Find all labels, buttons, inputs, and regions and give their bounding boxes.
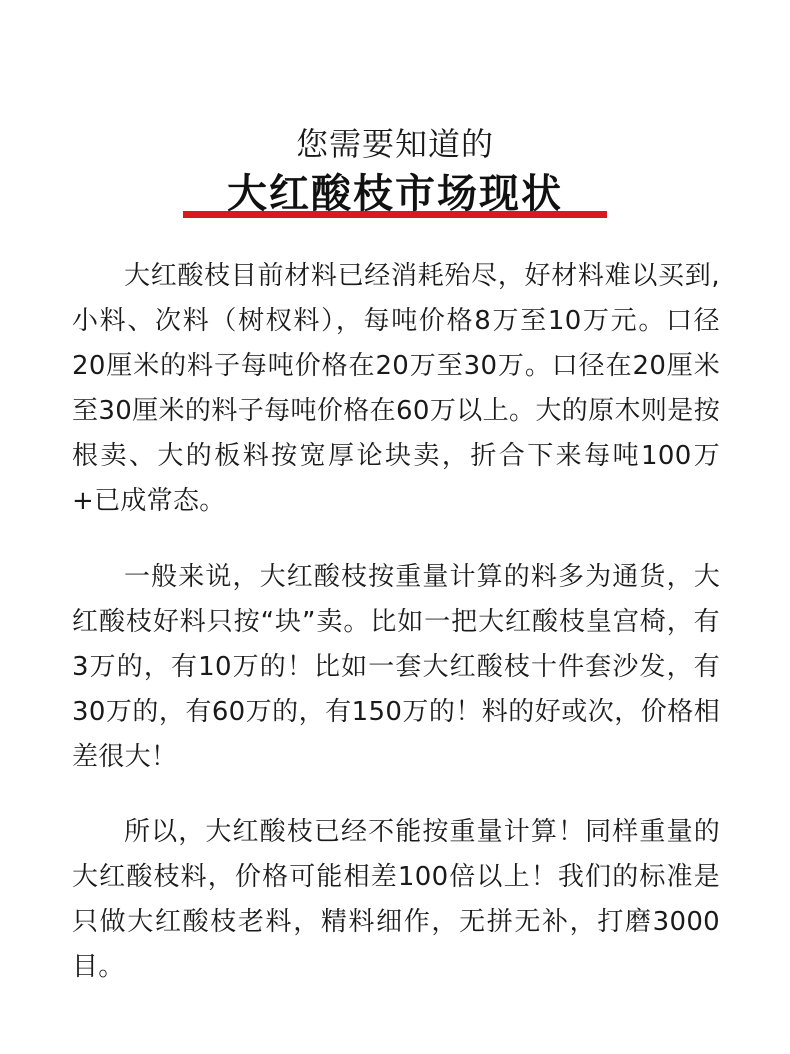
paragraph-2: 一般来说，大红酸枝按重量计算的料多为通货，大红酸枝好料只按“块”卖。比如一把大红酸枝皇宫椅，有3万的，有10万的！比如一套大红酸枝十件套沙发，有30万的，有60万的，有150万的！料的好或次，价格相差很大！: [72, 562, 720, 772]
paragraph-1: 大红酸枝目前材料已经消耗殆尽，好材料难以买到,小料、次料（树杈料），每吨价格8万至10万元。口径20厘米的料子每吨价格在20万至30万。口径在20厘米至30厘米的料子每吨价格在60万以上。大的原木则是按根卖、大的板料按宽厚论块卖，折合下来每吨100万+已成常态。: [72, 261, 720, 516]
page-title: 大红酸枝市场现状: [227, 171, 563, 217]
title-block: [0, 168, 790, 224]
subtitle: 您需要知道的: [295, 125, 494, 163]
paragraph-3: 所以，大红酸枝已经不能按重量计算！同样重量的大红酸枝料，价格可能相差100倍以上！我们的标准是只做大红酸枝老料，精料细作，无拼无补，打磨3000目。: [72, 817, 720, 982]
